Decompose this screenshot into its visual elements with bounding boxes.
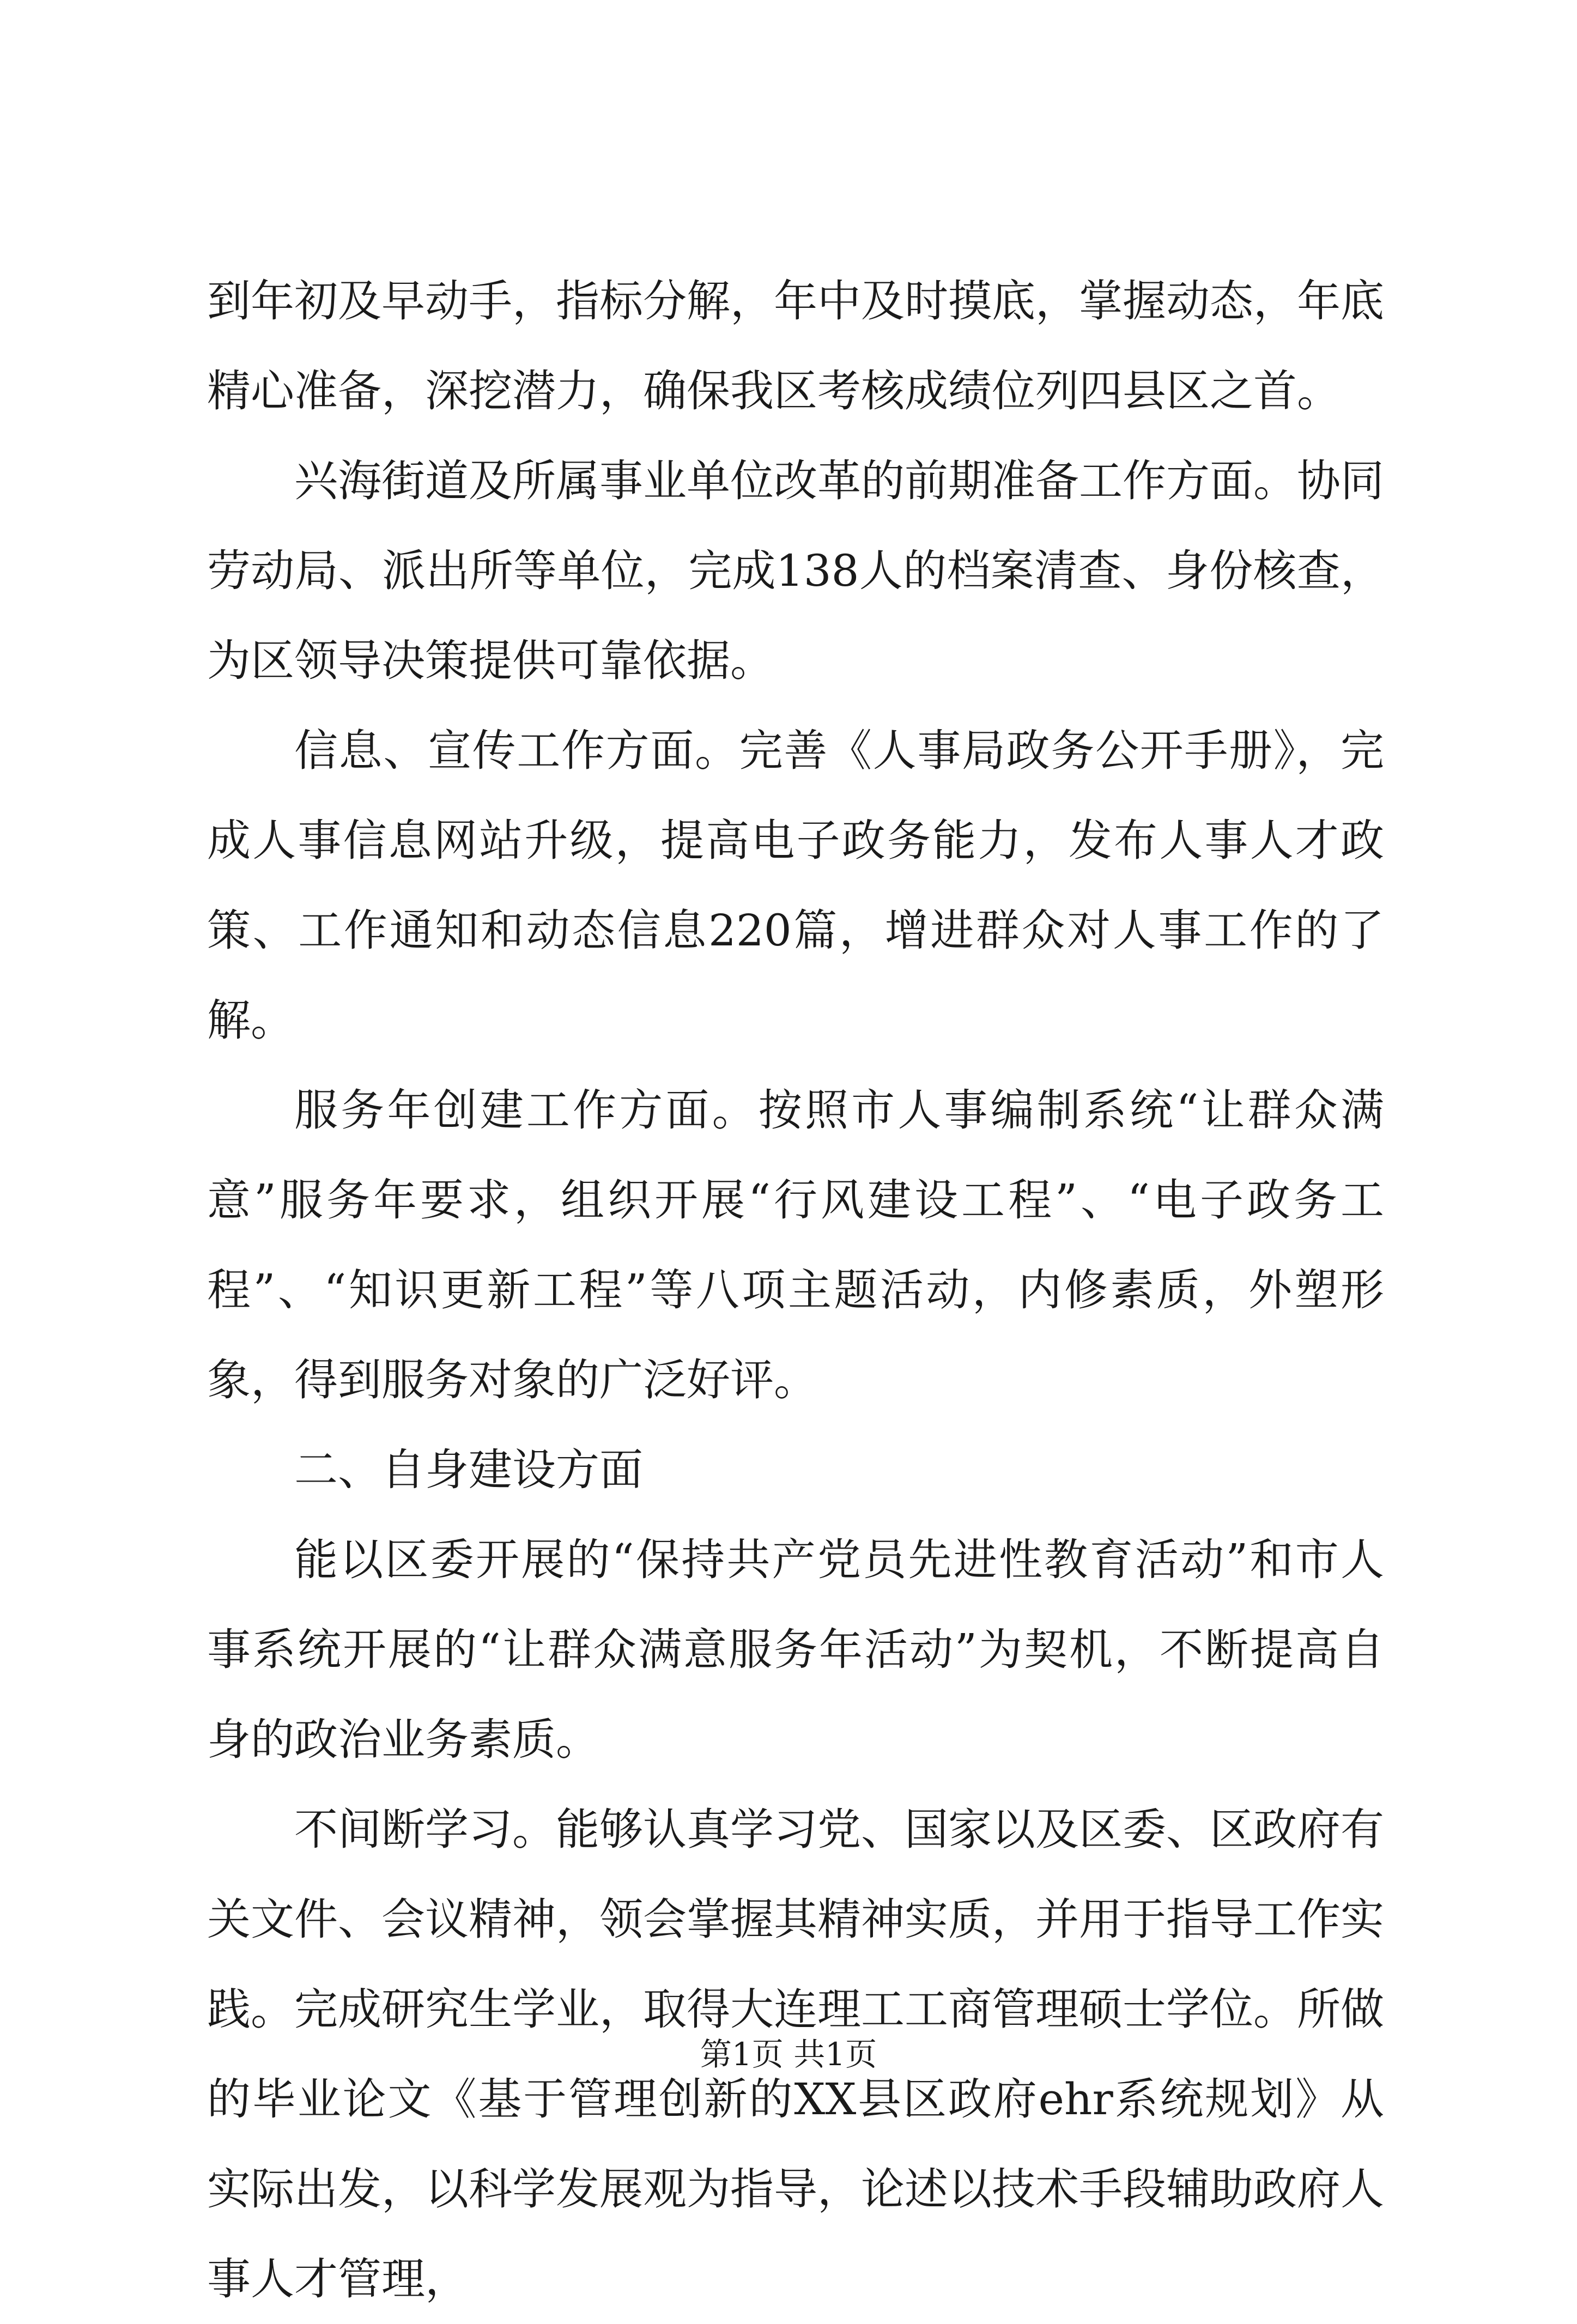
section-heading: 二、自身建设方面: [294, 1445, 643, 1495]
paragraph-6: 不间断学习。能够认真学习党、国家以及区委、区政府有关文件、会议精神，领会掌握其精神实质，并用于指导工作实践。完成研究生学业，取得大连理工工商管理硕士学位。所做的毕业论文《基于管理创新的XX县区政府ehr系统规划》从实际出发，以科学发展观为指导，论述以技术手段辅助政府人事人才管理，: [207, 1804, 1384, 2304]
paragraph-2: 兴海街道及所属事业单位改革的前期准备工作方面。协同劳动局、派出所等单位，完成138人的档案清查、身份核查，为区领导决策提供可靠依据。: [207, 456, 1384, 686]
paragraph-3: 信息、宣传工作方面。完善《人事局政务公开手册》，完成人事信息网站升级，提高电子政务能力，发布人事人才政策、工作通知和动态信息220篇，增进群众对人事工作的了解。: [207, 725, 1384, 1046]
paragraph-5: 能以区委开展的“保持共产党员先进性教育活动”和市人事系统开展的“让群众满意服务年活动”为契机，不断提高自身的政治业务素质。: [207, 1534, 1384, 1765]
document-body: [207, 256, 1384, 2324]
page-footer: 第1页 共1页: [700, 2036, 877, 2073]
paragraph-1: 到年初及早动手，指标分解，年中及时摸底，掌握动态，年底精心准备，深挖潜力，确保我区考核成绩位列四县区之首。: [207, 276, 1384, 416]
paragraph-4: 服务年创建工作方面。按照市人事编制系统“让群众满意”服务年要求，组织开展“行风建设工程”、“电子政务工程”、“知识更新工程”等八项主题活动，内修素质，外塑形象，得到服务对象的广泛好评。: [207, 1085, 1384, 1405]
